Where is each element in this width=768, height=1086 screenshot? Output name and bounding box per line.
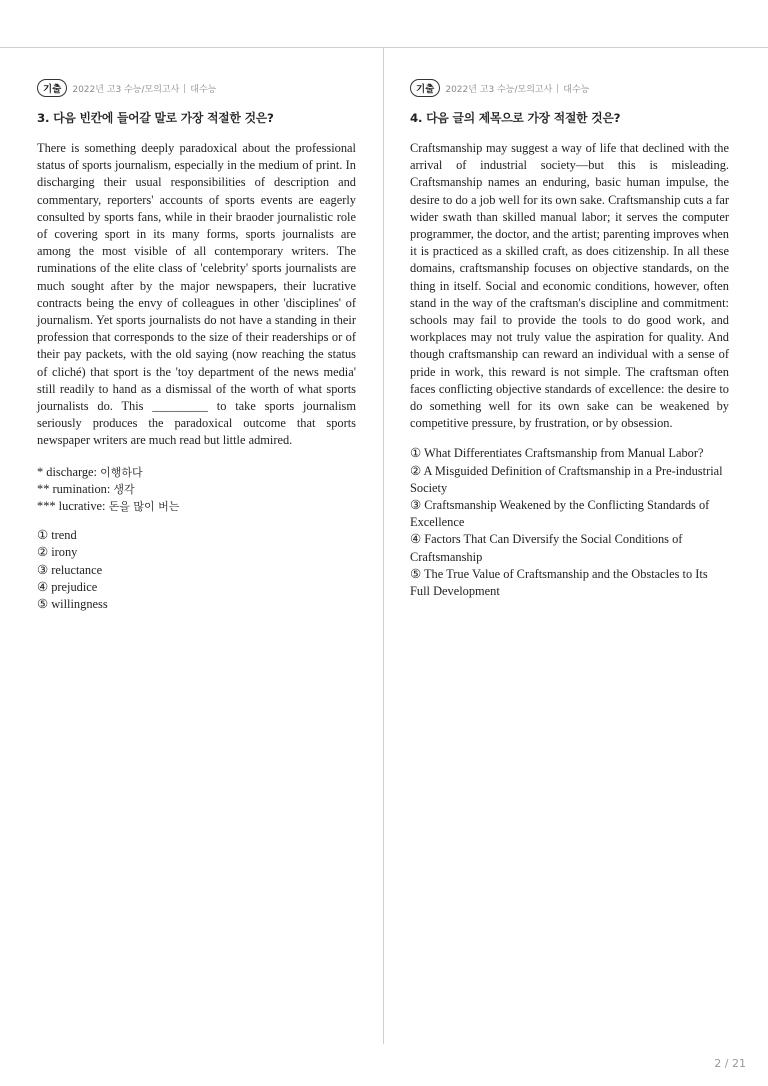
option-3[interactable]: ③ Craftsmanship Weakened by the Conflicting Standards of Excellence bbox=[410, 498, 710, 530]
question-3-options bbox=[37, 527, 356, 613]
vocabulary-notes bbox=[37, 464, 356, 516]
note-item: ** rumination: 생각 bbox=[37, 481, 135, 496]
note-item: * discharge: 이행하다 bbox=[37, 464, 143, 479]
option-1[interactable]: ① What Differentiates Craftsmanship from Manual Labor? bbox=[410, 446, 704, 461]
question-4-passage: Craftsmanship may suggest a way of life that declined with the arrival of industrial society—but this is misleading. Craftsmanship names an enduring, basic human impulse, the desire to do a job well for its own sake. Craftsmanship cuts a far wider swath than skilled manual labor; it serves the computer programmer, the doctor, and the artist; parenting improves when it is practiced as a skilled craft, as does citizenship. In all these domains, craftsmanship focuses on objective standards, on the thing in itself. Social and economic conditions, however, often stand in the way of the craftsman's discipline and commitment: schools may fail to provide the tools to do good work, and workplaces may not truly value the aspiration for quality. And though craftsmanship can reward an individual with a sense of pride in work, this reward is not simple. The craftsman often faces conflicting objective standards of excellence: the desire to do something well for its own sake can be weakened by competitive pressure, by frustration, or by obsession. bbox=[410, 141, 730, 431]
category-label: 대수능 bbox=[190, 84, 217, 95]
category-label: 대수능 bbox=[563, 84, 590, 95]
option-3[interactable]: ③ reluctance bbox=[37, 562, 103, 577]
source-badge: 기출 bbox=[37, 79, 67, 97]
question-3-meta bbox=[37, 79, 356, 97]
meta-separator bbox=[184, 84, 185, 93]
question-3-passage: There is something deeply paradoxical about the professional status of sports journalism, especially in the medium of print. In discharging their usual responsibilities of description and commentary, reporters' accounts of sports events are eagerly consulted by sports fans, while in their braoder journalistic role of covering sport in its many forms, sports journalists are among the most visible of all contemporary writers. The ruminations of the elite class of 'celebrity' sports journalists are much sought after by the major newspapers, their lucrative contracts being the envy of colleagues in other 'disciplines' of journalism. Yet sports journalists do not have a standing in their profession that corresponds to the size of their readerships or of their pay packets, with the old saying (now reaching the status of cliché) that sport is the 'toy department of the news media' still readily to hand as a dismissal of the worth of what sports journalists do. This _________ to take sports journalism seriously produces the paradoxical outcome that sports newspaper writers are much read but little admired. bbox=[37, 141, 356, 448]
column-divider bbox=[383, 48, 384, 1044]
question-4-options bbox=[410, 445, 729, 600]
question-3-title: 3. 다음 빈칸에 들어갈 말로 가장 적절한 것은? bbox=[37, 111, 274, 125]
option-2[interactable]: ② irony bbox=[37, 545, 78, 560]
option-1[interactable]: ① trend bbox=[37, 528, 77, 543]
option-2[interactable]: ② A Misguided Definition of Craftsmanship in a Pre-industrial Society bbox=[410, 463, 723, 495]
option-4[interactable]: ④ prejudice bbox=[37, 579, 98, 594]
option-5[interactable]: ⑤ The True Value of Craftsmanship and the Obstacles to Its Full Development bbox=[410, 566, 708, 599]
source-badge: 기출 bbox=[410, 79, 440, 97]
meta-separator bbox=[557, 84, 558, 93]
note-item: *** lucrative: 돈을 많이 버는 bbox=[37, 499, 180, 514]
page-number: 2 / 21 bbox=[714, 1057, 746, 1070]
question-4-column bbox=[410, 79, 729, 600]
option-5[interactable]: ⑤ willingness bbox=[37, 597, 108, 612]
option-4[interactable]: ④ Factors That Can Diversify the Social Conditions of Craftsmanship bbox=[410, 532, 683, 564]
question-4-title: 4. 다음 글의 제목으로 가장 적절한 것은? bbox=[410, 111, 621, 125]
question-3-column bbox=[37, 79, 356, 613]
exam-label: 2022년 고3 수능/모의고사 bbox=[445, 84, 553, 95]
top-rule bbox=[0, 47, 768, 48]
exam-label: 2022년 고3 수능/모의고사 bbox=[72, 84, 180, 95]
question-4-meta bbox=[410, 79, 729, 97]
